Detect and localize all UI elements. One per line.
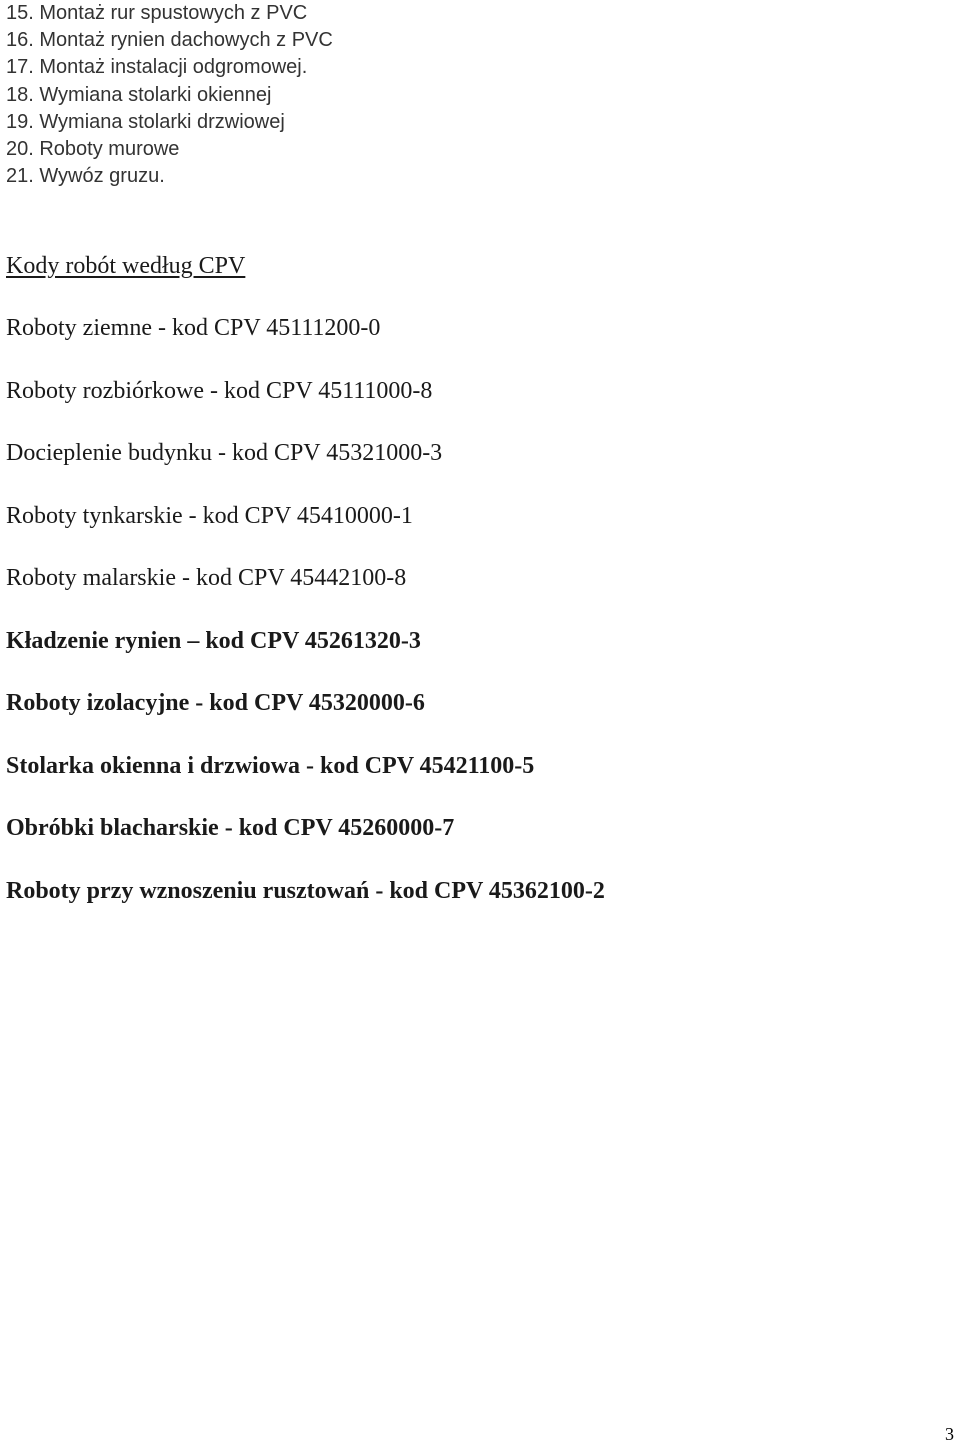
list-item: 19. Wymiana stolarki drzwiowej bbox=[6, 110, 285, 133]
list-item: 21. Wywóz gruzu. bbox=[6, 165, 165, 188]
cpv-code-row: Obróbki blacharskie - kod CPV 45260000-7 bbox=[6, 815, 455, 841]
cpv-code-row: Roboty izolacyjne - kod CPV 45320000-6 bbox=[6, 690, 425, 716]
list-item: 18. Wymiana stolarki okiennej bbox=[6, 83, 272, 106]
cpv-code-row: Kładzenie rynien – kod CPV 45261320-3 bbox=[6, 627, 421, 654]
page-number: 3 bbox=[945, 1424, 954, 1444]
cpv-codes-heading: Kody robót według CPV bbox=[6, 253, 246, 279]
cpv-code-row: Roboty przy wznoszeniu rusztowań - kod CPV 45362100-2 bbox=[6, 877, 605, 904]
cpv-code-row: Roboty tynkarskie - kod CPV 45410000-1 bbox=[6, 502, 413, 529]
cpv-code-row: Roboty rozbiórkowe - kod CPV 45111000-8 bbox=[6, 377, 433, 404]
list-item: 15. Montaż rur spustowych z PVC bbox=[6, 2, 308, 24]
cpv-code-row: Stolarka okienna i drzwiowa - kod CPV 45421100-5 bbox=[6, 752, 535, 779]
cpv-code-row: Roboty ziemne - kod CPV 45111200-0 bbox=[6, 315, 381, 341]
list-item: 16. Montaż rynien dachowych z PVC bbox=[6, 29, 333, 52]
cpv-code-row: Docieplenie budynku - kod CPV 45321000-3 bbox=[6, 440, 443, 466]
works-list bbox=[6, 0, 333, 190]
cpv-codes-list bbox=[6, 313, 605, 938]
list-item: 17. Montaż instalacji odgromowej. bbox=[6, 56, 308, 79]
list-item: 20. Roboty murowe bbox=[6, 138, 180, 161]
cpv-code-row: Roboty malarskie - kod CPV 45442100-8 bbox=[6, 565, 407, 591]
